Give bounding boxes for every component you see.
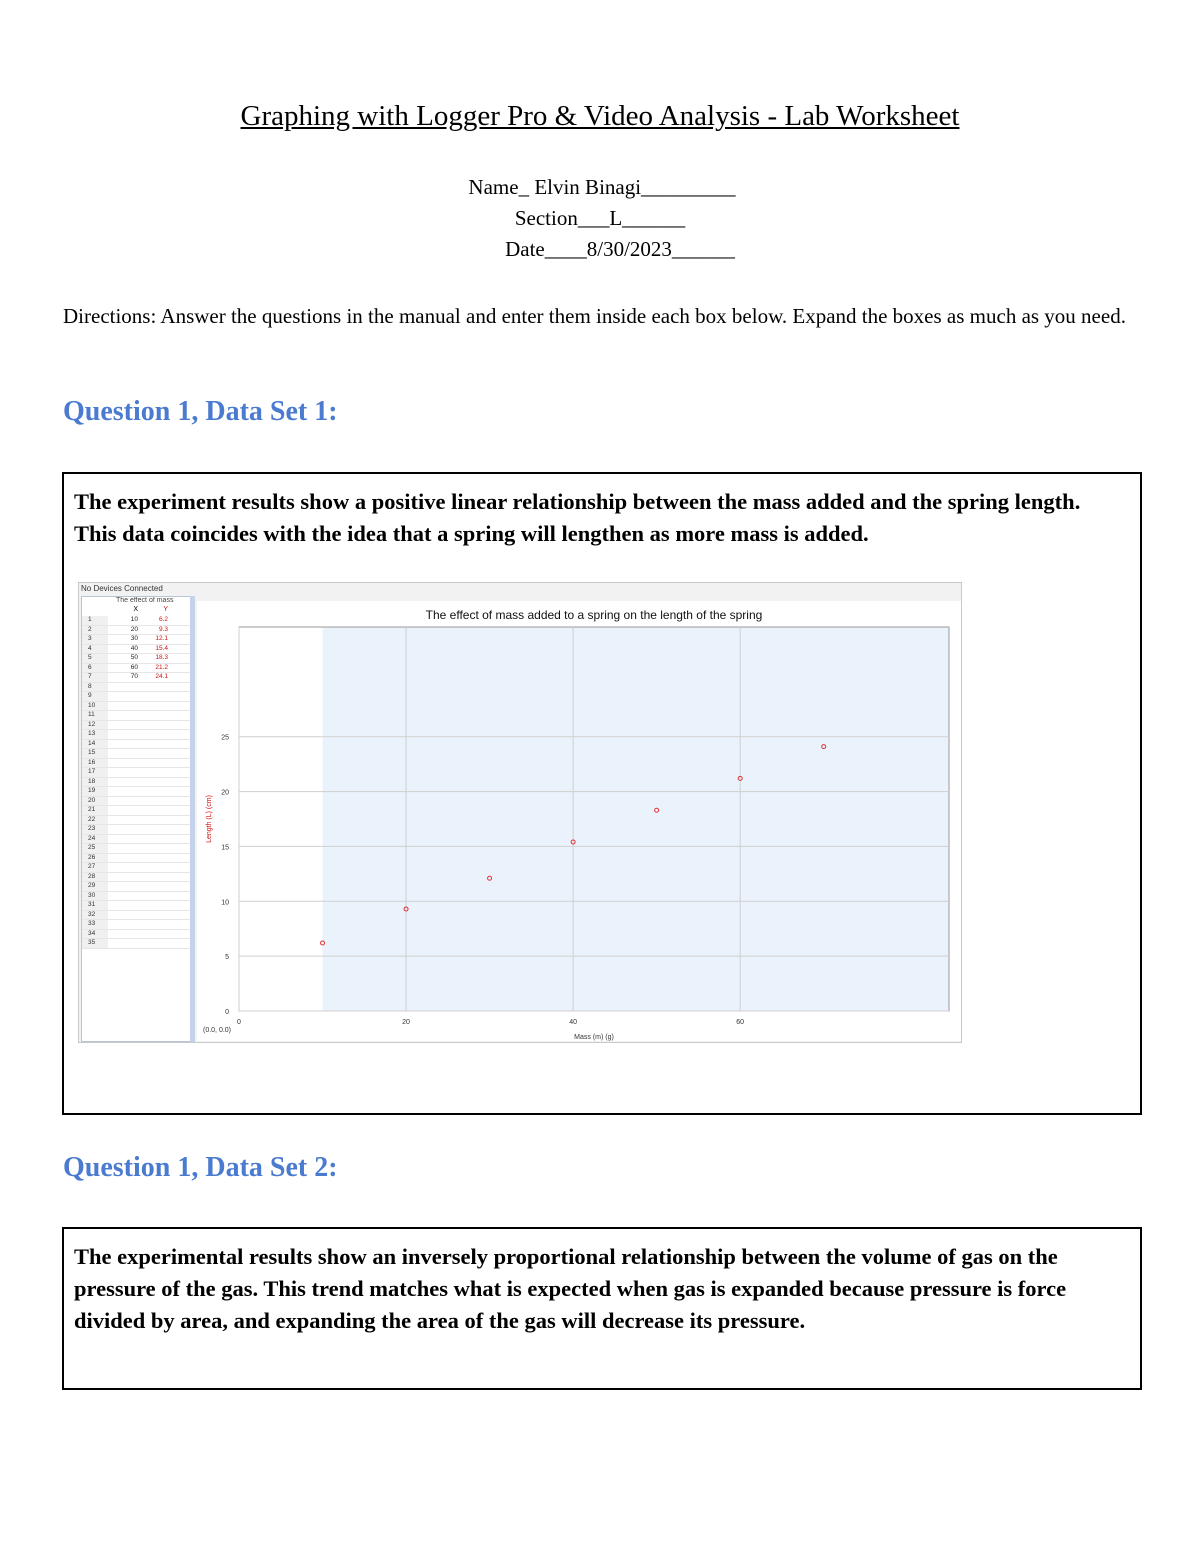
table-row (82, 654, 192, 664)
cell-y (138, 816, 168, 825)
table-row (82, 749, 192, 759)
cell-y (138, 702, 168, 711)
row-number: 21 (82, 806, 108, 815)
row-number: 29 (82, 882, 108, 891)
table-title: The effect of mass (116, 597, 174, 604)
table-row (82, 778, 192, 788)
row-number: 15 (82, 749, 108, 758)
cell-y (138, 892, 168, 901)
cell-y: 6.2 (158, 616, 168, 623)
x-tick-label: 60 (736, 1019, 745, 1026)
table-row (82, 635, 192, 645)
cell-y (138, 797, 168, 806)
y-tick-label: 25 (221, 734, 229, 742)
cell-y (138, 863, 168, 872)
answer-text-1[interactable]: The experiment results show a positive linear relationship between the mass added and the spring length. This data coincides with the idea that a spring will lengthen as more mass is added. (74, 489, 1081, 546)
row-number: 10 (82, 702, 108, 711)
device-status: No Devices Connected (81, 584, 163, 593)
row-number: 12 (82, 721, 108, 730)
cell-x: 30 (130, 635, 138, 642)
cell-x (108, 730, 138, 739)
row-number: 3 (82, 635, 108, 644)
row-number: 4 (82, 645, 108, 654)
cell-y (138, 778, 168, 787)
cell-x (108, 806, 138, 815)
question1-heading: Question 1, Data Set 1: (63, 396, 338, 427)
table-row (82, 626, 192, 636)
answer-text-2[interactable]: The experimental results show an inversely proportional relationship between the volume of gas on the pressure of the gas. This trend matches what is expected when gas is expanded because pressure is force divided by area, and expanding the area of the gas will decrease its pressure. (74, 1244, 1067, 1333)
cell-x (108, 854, 138, 863)
scatter-chart (197, 601, 961, 1041)
table-row (82, 920, 192, 930)
cell-x (108, 740, 138, 749)
row-number: 24 (82, 835, 108, 844)
cell-x (108, 835, 138, 844)
table-row (82, 616, 192, 626)
table-row (82, 692, 192, 702)
col-y-header: Y (163, 606, 168, 613)
cell-x (108, 873, 138, 882)
table-row (82, 787, 192, 797)
y-tick-label: 0 (225, 1009, 229, 1016)
table-scrollbar (190, 596, 195, 1042)
cell-y (138, 920, 168, 929)
cell-y (138, 911, 168, 920)
logger-pro-screenshot (78, 582, 962, 1043)
cell-y (138, 692, 168, 701)
table-row (82, 863, 192, 873)
y-tick-label: 20 (221, 789, 229, 797)
cell-x: 60 (130, 663, 138, 671)
cell-y (138, 740, 168, 749)
table-row (82, 901, 192, 911)
cell-x (108, 721, 138, 730)
row-number: 13 (82, 730, 108, 739)
row-number: 28 (82, 873, 108, 882)
cell-y: 9.3 (158, 625, 168, 633)
cell-x (108, 797, 138, 806)
x-axis-label: Mass (m) (g) (574, 1034, 614, 1041)
cell-y (138, 882, 168, 891)
row-number: 8 (82, 683, 108, 692)
row-number: 22 (82, 816, 108, 825)
table-row (82, 721, 192, 731)
section-line: Section___L______ (514, 206, 686, 230)
cell-x (108, 863, 138, 872)
cell-x (108, 692, 138, 701)
row-number: 1 (82, 616, 108, 625)
table-row (82, 854, 192, 864)
row-number: 5 (82, 654, 108, 663)
cell-y (138, 730, 168, 739)
table-row (82, 911, 192, 921)
table-header (82, 606, 192, 616)
cell-y (138, 939, 168, 948)
cell-x (108, 702, 138, 711)
cell-y (138, 711, 168, 720)
y-tick-label: 15 (221, 844, 229, 852)
cell-y: 24.1 (155, 673, 168, 680)
cell-x (108, 768, 138, 777)
row-number: 18 (82, 778, 108, 787)
y-tick-label: 5 (225, 954, 229, 962)
cell-x (108, 825, 138, 834)
cell-x (108, 759, 138, 768)
table-row (82, 892, 192, 902)
cell-y (138, 759, 168, 768)
row-number: 32 (82, 911, 108, 920)
answer-box-2[interactable] (62, 1227, 1142, 1390)
y-axis-label: Length (L) (cm) (206, 795, 213, 843)
cell-y (138, 854, 168, 863)
cell-y (138, 787, 168, 796)
row-number: 19 (82, 787, 108, 796)
row-number: 11 (82, 711, 108, 720)
cell-x (108, 882, 138, 891)
row-number: 23 (82, 825, 108, 834)
directions-text: Directions: Answer the questions in the manual and enter them inside each box below. Expand the boxes as much as you need. (63, 304, 1126, 328)
cell-y (138, 806, 168, 815)
table-row (82, 768, 192, 778)
cell-y (138, 901, 168, 910)
x-tick-label: 40 (569, 1019, 578, 1026)
cell-y (138, 835, 168, 844)
row-number: 30 (82, 892, 108, 901)
cell-x (108, 844, 138, 853)
cell-x (108, 920, 138, 929)
table-row (82, 816, 192, 826)
cell-y (138, 768, 168, 777)
cell-y (138, 749, 168, 758)
cell-x (108, 930, 138, 939)
graph-panel (197, 601, 961, 1041)
cell-x: 50 (130, 654, 138, 661)
table-row (82, 844, 192, 854)
table-rows (82, 616, 192, 949)
chart-title: The effect of mass added to a spring on the length of the spring (425, 608, 763, 622)
table-row (82, 683, 192, 693)
cell-y: 18.3 (155, 654, 168, 661)
table-row (82, 702, 192, 712)
row-number: 2 (82, 626, 108, 635)
table-row (82, 759, 192, 769)
table-row (82, 930, 192, 940)
table-row (82, 664, 192, 674)
row-number: 9 (82, 692, 108, 701)
cell-x (108, 939, 138, 948)
cell-x: 70 (130, 673, 138, 680)
cell-x (108, 778, 138, 787)
row-number: 35 (82, 939, 108, 948)
data-table (81, 596, 193, 1042)
name-line: Name_ Elvin Binagi_________ (468, 175, 736, 199)
cell-y (138, 873, 168, 882)
row-number: 25 (82, 844, 108, 853)
cell-y (138, 683, 168, 692)
row-number: 31 (82, 901, 108, 910)
cell-y: 15.4 (155, 644, 168, 652)
cell-y (138, 825, 168, 834)
coord-readout: (0.0, 0.0) (203, 1027, 232, 1034)
row-number: 14 (82, 740, 108, 749)
cell-x: 20 (130, 625, 138, 633)
worksheet-title: Graphing with Logger Pro & Video Analysis - Lab Worksheet (240, 100, 960, 132)
cell-y (138, 930, 168, 939)
plot-shade (323, 627, 949, 1011)
y-tick-label: 10 (221, 899, 229, 907)
student-info (0, 172, 1200, 265)
row-number: 16 (82, 759, 108, 768)
cell-y (138, 721, 168, 730)
cell-y: 21.2 (155, 663, 168, 671)
cell-x: 40 (130, 644, 138, 652)
cell-x (108, 901, 138, 910)
row-number: 26 (82, 854, 108, 863)
x-tick-label: 20 (402, 1019, 410, 1026)
row-number: 6 (82, 664, 108, 673)
table-row (82, 882, 192, 892)
row-number: 20 (82, 797, 108, 806)
cell-x (108, 683, 138, 692)
cell-x (108, 816, 138, 825)
cell-x (108, 892, 138, 901)
cell-x (108, 711, 138, 720)
table-row (82, 740, 192, 750)
row-number: 17 (82, 768, 108, 777)
table-row (82, 873, 192, 883)
date-line: Date____8/30/2023______ (505, 237, 735, 261)
question2-heading: Question 1, Data Set 2: (63, 1152, 338, 1183)
row-number: 34 (82, 930, 108, 939)
table-row (82, 835, 192, 845)
cell-y (138, 844, 168, 853)
table-row (82, 939, 192, 949)
cell-y: 12.1 (155, 635, 168, 642)
table-row (82, 711, 192, 721)
row-number: 7 (82, 673, 108, 682)
table-row (82, 645, 192, 655)
row-number: 27 (82, 863, 108, 872)
cell-x (108, 787, 138, 796)
cell-x: 10 (130, 616, 138, 623)
row-number: 33 (82, 920, 108, 929)
cell-x (108, 911, 138, 920)
table-row (82, 730, 192, 740)
table-row (82, 673, 192, 683)
table-row (82, 797, 192, 807)
table-row (82, 806, 192, 816)
x-tick-label: 0 (237, 1019, 241, 1026)
table-row (82, 825, 192, 835)
col-x-header: X (133, 606, 138, 613)
cell-x (108, 749, 138, 758)
